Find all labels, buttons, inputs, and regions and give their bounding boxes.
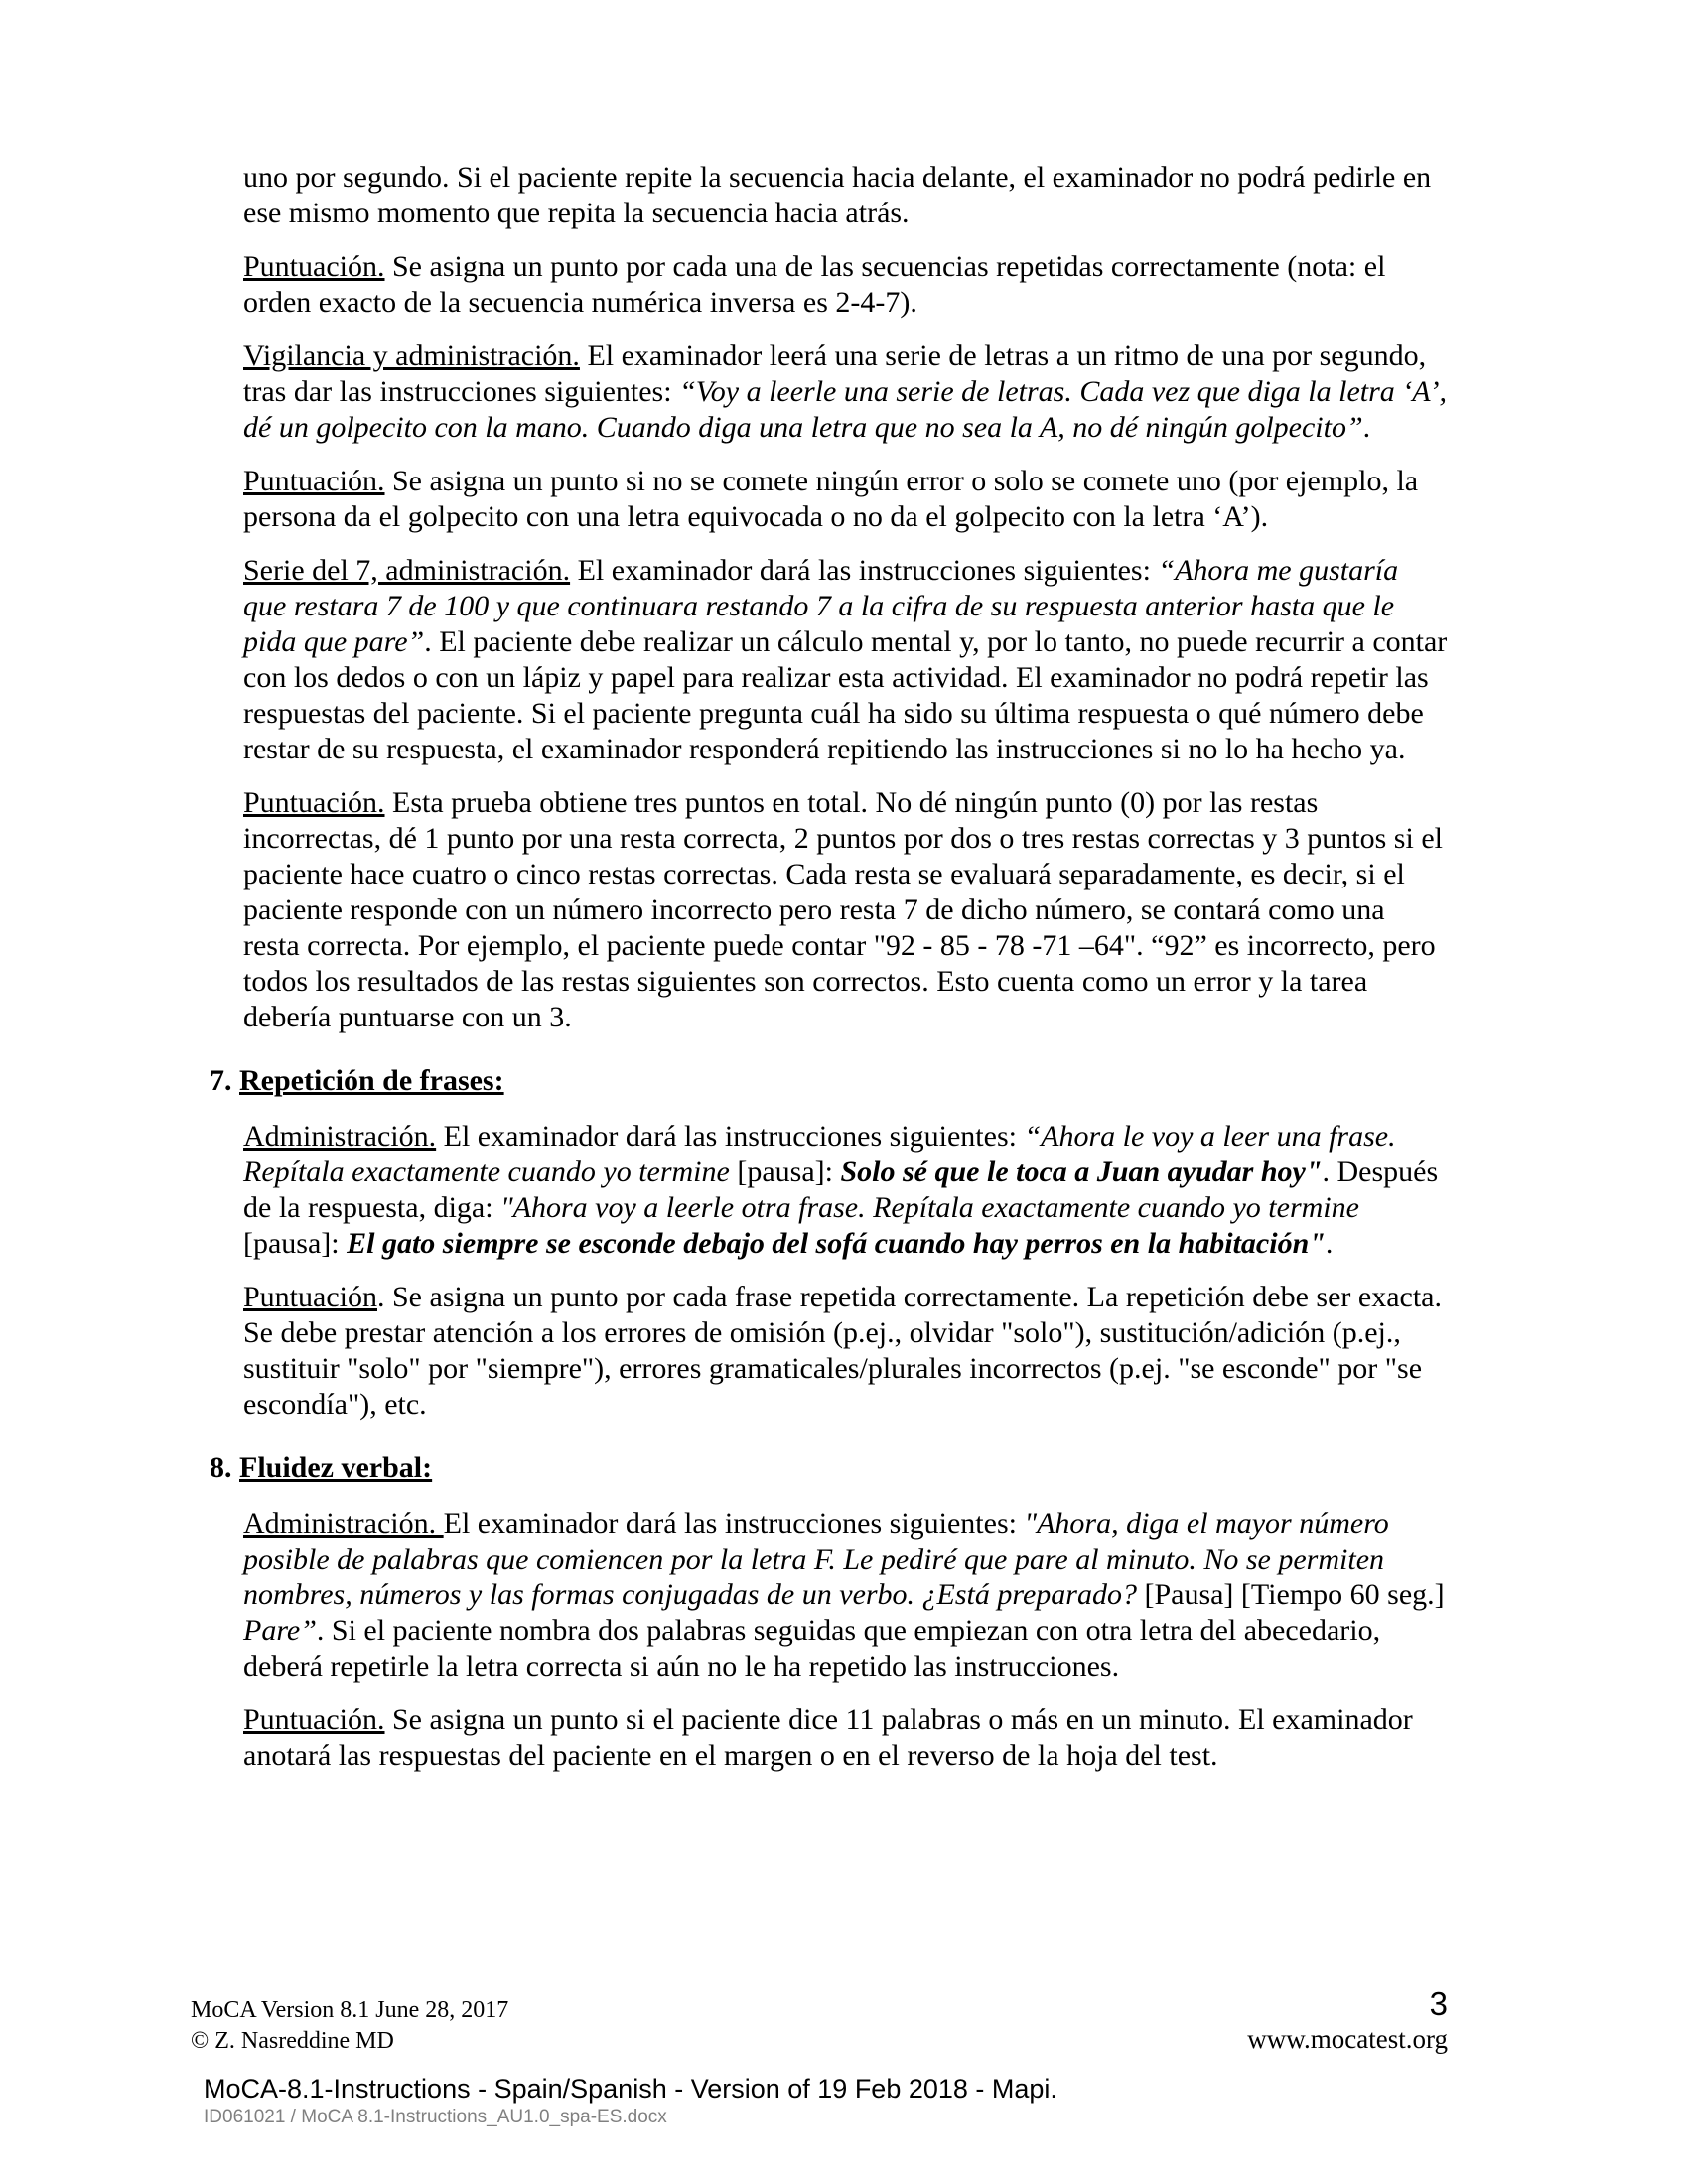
text-run: Esta prueba obtiene tres puntos en total. No dé ningún punto (0) por las restas incorrectas, dé 1 punto por una resta correcta, 2 puntos por dos o tres restas correctas y 3 puntos si el paciente hace cuatro o cinco restas correctas. Cada resta se evaluará separadamente, es decir, si el paciente responde con un número incorrecto pero resta 7 de dicho número, se contará como una resta correcta. Por ejemplo, el paciente puede contar "92 - 85 - 78 -71 –64". “92” es incorrecto, pero todos los resultados de las restas siguientes son correctos. Esto cuenta como un error y la tarea debería puntuarse con un 3. (243, 786, 1443, 1033)
text-run: Solo sé que le toca a Juan ayudar hoy" (840, 1156, 1323, 1188)
text-run: El gato siempre se esconde debajo del sofá cuando hay perros en la habitación" (347, 1227, 1326, 1260)
doc-id-filename: ID061021 / MoCA 8.1-Instructions_AU1.0_spa-ES.docx (204, 2107, 667, 2127)
section-heading (210, 1063, 1448, 1099)
text-run: Fluidez verbal: (239, 1451, 433, 1484)
text-run: Se asigna un punto si no se comete ningún error o solo se comete uno (por ejemplo, la persona da el golpecito con una letra equivocada o no da el golpecito con la letra ‘A’). (243, 465, 1419, 533)
text-run: Puntuación. (243, 250, 385, 283)
footer-copyright-line: © Z. Nasreddine MD (191, 2028, 394, 2054)
text-run: uno por segundo. Si el paciente repite la secuencia hacia delante, el examinador no podrá pedirle en ese mismo momento que repita la secuencia hacia atrás. (243, 161, 1432, 229)
document-id-block (204, 2073, 1057, 2129)
text-run: El examinador dará las instrucciones siguientes: (436, 1120, 1025, 1153)
text-run: . Se asigna un punto por cada frase repetida correctamente. La repetición debe ser exacta. Se debe prestar atención a los errores de omisión (p.ej., olvidar "solo"), sustitución/adición (p.ej., sustituir "solo" por "siempre"), errores gramaticales/plurales incorrectos (p.ej. "se esconde" por "se escondía"), etc. (243, 1281, 1442, 1421)
text-run: Puntuación (243, 1281, 377, 1313)
text-run: "Ahora voy a leerle otra frase. Repítala exactamente cuando yo termine (500, 1191, 1359, 1224)
text-run: El examinador dará las instrucciones siguientes: (443, 1507, 1025, 1540)
text-run: Serie del 7, administración. (243, 554, 571, 587)
footer-left-block (191, 1995, 508, 2057)
document-body (210, 160, 1448, 1792)
section-heading (210, 1450, 1448, 1486)
text-run: . (1362, 411, 1371, 444)
footer-right-block (1247, 1985, 1448, 2055)
text-run: "Ahora, diga el mayor número posible de palabras que comiencen por la letra F. Le pediré que pare al minuto. No se permiten nombres, números y las formas conjugadas de un verbo. ¿Está preparado? (243, 1507, 1389, 1611)
text-run: . Después de la respuesta, diga: (243, 1156, 1439, 1224)
text-run: . Si el paciente nombra dos palabras seguidas que empiezan con otra letra del abecedario, deberá repetirle la letra correcta si aún no le ha repetido las instrucciones. (243, 1614, 1381, 1683)
website-text: www.mocatest.org (1247, 2024, 1448, 2054)
paragraph (243, 785, 1448, 1035)
text-run: Pare” (243, 1614, 317, 1647)
text-run: 8. (210, 1451, 239, 1484)
text-run: . (1325, 1227, 1334, 1260)
text-run: Puntuación. (243, 465, 385, 497)
text-run: “Ahora le voy a leer una frase. Repítala exactamente cuando yo termine (243, 1120, 1396, 1188)
paragraph (243, 160, 1448, 231)
text-run: Administración. (243, 1120, 437, 1153)
paragraph (243, 1119, 1448, 1262)
text-run: Se asigna un punto por cada una de las secuencias repetidas correctamente (nota: el orden exacto de la secuencia numérica inversa es 2-4-7). (243, 250, 1386, 319)
text-run: . El paciente debe realizar un cálculo mental y, por lo tanto, no puede recurrir a contar con los dedos o con un lápiz y papel para realizar esta actividad. El examinador no podrá repetir las respuestas del paciente. Si el paciente pregunta cuál ha sido su última respuesta o qué número debe restar de su respuesta, el examinador responderá repitiendo las instrucciones si no lo ha hecho ya. (243, 625, 1448, 765)
text-run: 7. (210, 1064, 239, 1097)
text-run: El examinador dará las instrucciones siguientes: (570, 554, 1159, 587)
paragraph (243, 464, 1448, 535)
paragraph (243, 1703, 1448, 1774)
paragraph (243, 1280, 1448, 1423)
text-run: [pausa]: (243, 1227, 348, 1260)
footer-version-line: MoCA Version 8.1 June 28, 2017 (191, 1997, 509, 2023)
text-run: El examinador leerá una serie de letras a un ritmo de una por segundo, tras dar las instrucciones siguientes: (243, 340, 1427, 408)
paragraph (243, 339, 1448, 446)
text-run: Se asigna un punto si el paciente dice 11 palabras o más en un minuto. El examinador anotará las respuestas del paciente en el margen o en el reverso de la hoja del test. (243, 1704, 1413, 1772)
text-run: Puntuación. (243, 1704, 385, 1736)
text-run: [pausa]: (737, 1156, 841, 1188)
page-number: 3 (1429, 1985, 1448, 2022)
text-run: Administración. (243, 1507, 444, 1540)
text-run: Repetición de frases: (239, 1064, 504, 1097)
paragraph (243, 553, 1448, 767)
doc-id-title: MoCA-8.1-Instructions - Spain/Spanish - Version of 19 Feb 2018 - Mapi. (204, 2074, 1057, 2104)
text-run: [Pausa] [Tiempo 60 seg.] (1144, 1578, 1445, 1611)
text-run: Vigilancia y administración. (243, 340, 580, 372)
paragraph (243, 249, 1448, 321)
text-run: “Voy a leerle una serie de letras. Cada vez que diga la letra ‘A’, dé un golpecito con la mano. Cuando diga una letra que no sea la A, no dé ningún golpecito” (243, 375, 1447, 444)
text-run: “Ahora me gustaría que restara 7 de 100 y que continuara restando 7 a la cifra de su respuesta anterior hasta que le pida que pare” (243, 554, 1399, 658)
paragraph (243, 1506, 1448, 1685)
text-run: Puntuación. (243, 786, 385, 819)
